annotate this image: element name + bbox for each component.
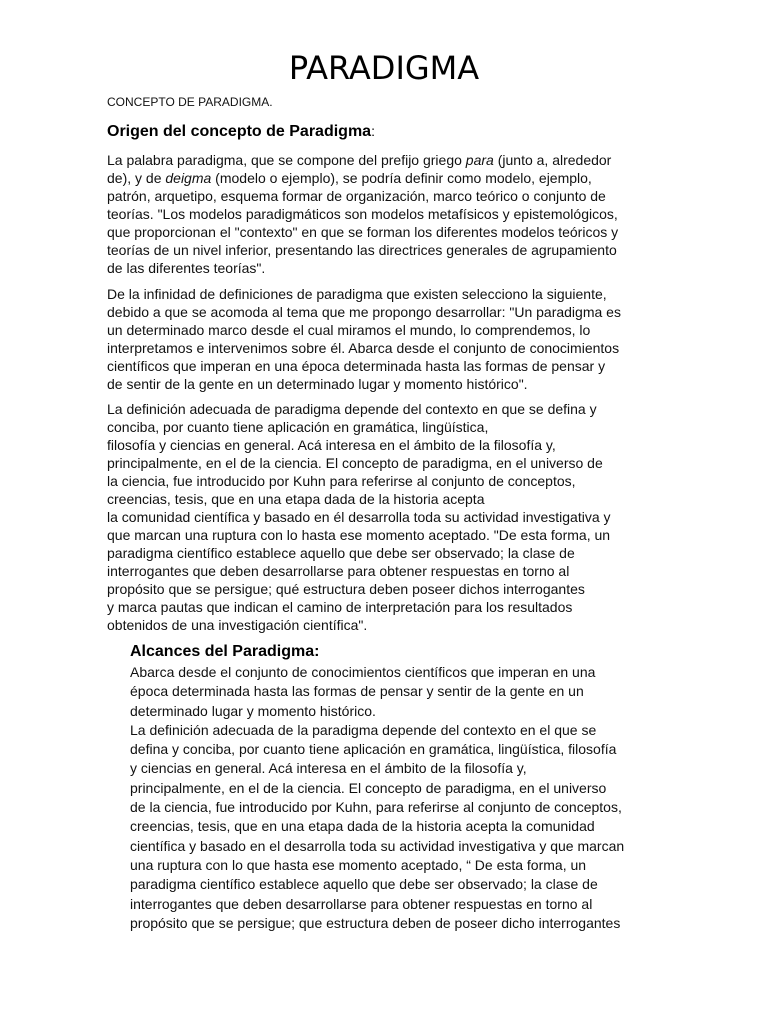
page-title: PARADIGMA bbox=[288, 49, 480, 87]
text-line: conciba, por cuanto tiene aplicación en gramática, lingüística, bbox=[107, 419, 489, 435]
text-line: la comunidad científica y basado en él desarrolla toda su actividad investigativa y bbox=[107, 509, 611, 525]
text-line: debido a que se acomoda al tema que me propongo desarrollar: "Un paradigma es bbox=[107, 304, 621, 320]
text-line: creencias, tesis, que en una etapa dada de la historia acepta la comunidad bbox=[130, 818, 595, 835]
section-heading-colon: : bbox=[314, 643, 320, 660]
text-line: un determinado marco desde el cual miramos el mundo, lo comprendemos, lo bbox=[107, 322, 591, 338]
text-line: propósito que se persigue; que estructura deben de poseer dicho interrogantes bbox=[130, 914, 621, 931]
text-run: de), y de bbox=[107, 170, 166, 186]
section-heading-text: Origen del concepto de Paradigma bbox=[107, 123, 372, 140]
text-line: defina y conciba, por cuanto tiene aplicación en gramática, lingüística, filosofía bbox=[130, 741, 617, 758]
text-line bbox=[107, 169, 663, 187]
text-run: (modelo o ejemplo), se podría definir como modelo, ejemplo, bbox=[211, 170, 592, 186]
paragraph-origen-1 bbox=[107, 151, 663, 277]
section-heading-alcances bbox=[130, 642, 319, 662]
text-line: de la ciencia, fue introducido por Kuhn, para referirse al conjunto de conceptos, bbox=[130, 799, 622, 816]
text-line: interrogantes que deben desarrollarse para obtener respuestas en torno al bbox=[107, 563, 570, 579]
text-line: obtenidos de una investigación científica". bbox=[107, 617, 368, 633]
text-line: La definición adecuada de la paradigma depende del contexto en el que se bbox=[130, 721, 597, 738]
text-line: y marca pautas que indican el camino de interpretación para los resultados bbox=[107, 599, 573, 615]
text-line: paradigma científico establece aquello que debe ser observado; la clase de bbox=[107, 545, 575, 561]
italic-term: para bbox=[465, 152, 494, 168]
document-subtitle: CONCEPTO DE PARADIGMA. bbox=[107, 95, 273, 109]
text-line: paradigma científico establece aquello que debe ser observado; la clase de bbox=[130, 876, 598, 893]
text-line: principalmente, en el de la ciencia. El concepto de paradigma, en el universo de bbox=[107, 455, 603, 471]
text-line: de sentir de la gente en un determinado lugar y momento histórico". bbox=[107, 376, 528, 392]
text-line: filosofía y ciencias en general. Acá interesa en el ámbito de la filosofía y, bbox=[107, 437, 556, 453]
text-line: determinado lugar y momento histórico. bbox=[130, 702, 376, 719]
text-line: época determinada hasta las formas de pensar y sentir de la gente en un bbox=[130, 683, 584, 700]
text-line: que proporcionan el "contexto" en que se forman los diferentes modelos teóricos y bbox=[107, 224, 619, 240]
section-heading-colon: : bbox=[371, 123, 375, 139]
text-line: científica y basado en el desarrolla toda su actividad investigativa y que marcan bbox=[130, 837, 625, 854]
italic-term: deigma bbox=[165, 170, 212, 186]
text-line bbox=[107, 151, 663, 169]
text-line: científicos que imperan en una época determinada hasta las formas de pensar y bbox=[107, 358, 606, 374]
text-line: teorías. "Los modelos paradigmáticos son modelos metafísicos y epistemológicos, bbox=[107, 206, 618, 222]
text-line: interpretamos e intervenimos sobre él. Abarca desde el conjunto de conocimientos bbox=[107, 340, 620, 356]
text-line: que marcan una ruptura con lo hasta ese momento aceptado. "De esta forma, un bbox=[107, 527, 611, 543]
text-line: La definición adecuada de paradigma depende del contexto en que se defina y bbox=[107, 401, 597, 417]
paragraph-origen-2 bbox=[107, 285, 663, 393]
paragraph-origen-3 bbox=[107, 400, 663, 634]
text-line: interrogantes que deben desarrollarse para obtener respuestas en torno al bbox=[130, 895, 593, 912]
section-heading-origen bbox=[107, 121, 375, 142]
text-line: propósito que se persigue; qué estructura deben poseer dichos interrogantes bbox=[107, 581, 585, 597]
text-line: De la infinidad de definiciones de paradigma que existen selecciono la siguiente, bbox=[107, 286, 607, 302]
text-run: La palabra paradigma, que se compone del prefijo griego bbox=[107, 152, 466, 168]
text-line: patrón, arquetipo, esquema formar de organización, marco teórico o conjunto de bbox=[107, 188, 606, 204]
text-line: Abarca desde el conjunto de conocimientos científicos que imperan en una bbox=[130, 664, 596, 680]
text-line: de las diferentes teorías". bbox=[107, 260, 266, 276]
text-run: (junto a, alrededor bbox=[493, 152, 612, 168]
section-heading-text: Alcances del Paradigma bbox=[130, 643, 315, 660]
text-line: principalmente, en el de la ciencia. El concepto de paradigma, en el universo bbox=[130, 779, 607, 796]
text-line: la ciencia, fue introducido por Kuhn para referirse al conjunto de conceptos, bbox=[107, 473, 576, 489]
text-line: una ruptura con lo que hasta ese momento aceptado, “ De esta forma, un bbox=[130, 856, 587, 873]
text-line: creencias, tesis, que en una etapa dada de la historia acepta bbox=[107, 491, 485, 507]
paragraph-alcances bbox=[130, 663, 670, 933]
text-line: teorías de un nivel inferior, presentando las directrices generales de agrupamiento bbox=[107, 242, 617, 258]
text-line: y ciencias en general. Acá interesa en el ámbito de la filosofía y, bbox=[130, 760, 527, 777]
